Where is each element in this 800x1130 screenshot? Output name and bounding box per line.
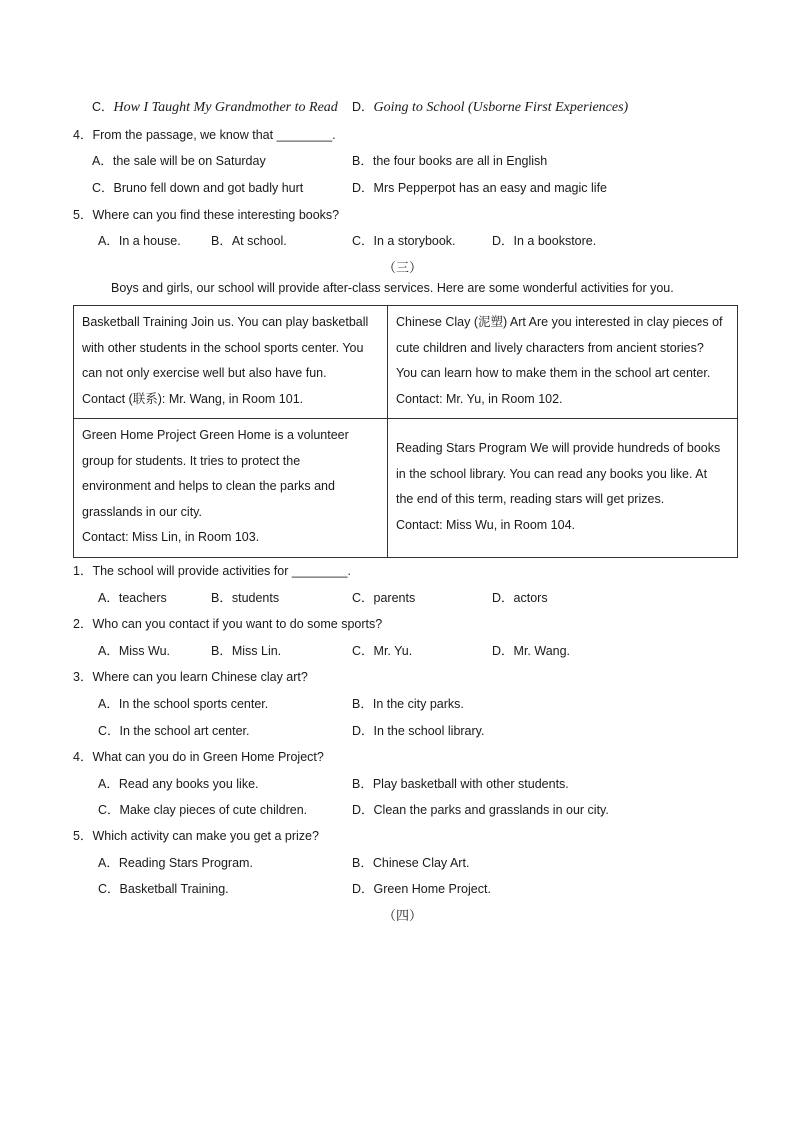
option-text: Going to School (Usborne First Experiences) <box>373 100 629 115</box>
option-a: A．teachers <box>98 591 167 605</box>
option-d: D．Clean the parks and grasslands in our city. <box>352 803 609 817</box>
option-a: A．In the school sports center. <box>98 697 269 711</box>
option-a: A．Miss Wu. <box>98 644 171 658</box>
q3-option-c <box>92 97 338 116</box>
option-c: C．Bruno fell down and got badly hurt <box>92 181 304 195</box>
option-d: D．In a bookstore. <box>492 234 597 248</box>
option-c: C．Make clay pieces of cute children. <box>98 803 308 817</box>
question-stem: 2．Who can you contact if you want to do some sports? <box>73 617 383 631</box>
option-c: C．Basketball Training. <box>98 882 229 896</box>
option-d: D．Mrs Pepperpot has an easy and magic life <box>352 181 607 195</box>
cell-basketball-training: Basketball Training Join us. You can play basketball with other students in the school sports center. You can not only exercise well but also have fun. Contact (联系): Mr. Wang, in Room 101. <box>74 306 388 419</box>
option-text: How I Taught My Grandmother to Read <box>113 100 338 115</box>
question-stem <box>73 125 336 143</box>
option-b: B．In the city parks. <box>352 697 464 711</box>
option-b: B．the four books are all in English <box>352 154 548 168</box>
section-heading: （四） <box>383 908 423 923</box>
question-stem: 5．Which activity can make you get a prize? <box>73 829 319 843</box>
option-c: C．In a storybook. <box>352 234 456 248</box>
question-text: From the passage, we know that ________. <box>92 128 336 142</box>
option-letter: C． <box>92 100 114 114</box>
option-c: C．Mr. Yu. <box>352 644 413 658</box>
question-number: 5． <box>73 208 93 222</box>
question-number: 4． <box>73 128 93 142</box>
option-c: C．parents <box>352 591 416 605</box>
option-b: B．Chinese Clay Art. <box>352 856 470 870</box>
question-text: Where can you find these interesting books? <box>92 208 340 222</box>
option-b: B．Play basketball with other students. <box>352 777 569 791</box>
option-a: A．Read any books you like. <box>98 777 259 791</box>
option-d: D．Green Home Project. <box>352 882 491 896</box>
cell-green-home-project: Green Home Project Green Home is a volunteer group for students. It tries to protect the environment and helps to clean the parks and grasslands in our city. Contact: Miss Lin, in Room 103. <box>74 419 388 558</box>
option-d: D．In the school library. <box>352 724 485 738</box>
question-stem: 3．Where can you learn Chinese clay art? <box>73 670 308 684</box>
option-letter: D． <box>352 100 374 114</box>
table-row <box>74 419 738 558</box>
activities-table <box>73 305 738 558</box>
option-a: A．the sale will be on Saturday <box>92 154 266 168</box>
question-stem: 4．What can you do in Green Home Project? <box>73 750 324 764</box>
cell-chinese-clay-art: Chinese Clay (泥塑) Art Are you interested in clay pieces of cute children and lively characters from ancient stories? You can learn how to make them in the school art center. Contact: Mr. Yu, in Room 102. <box>388 306 738 419</box>
option-d: D．actors <box>492 591 548 605</box>
option-a: A．Reading Stars Program. <box>98 856 253 870</box>
table-row <box>74 306 738 419</box>
section-heading: （三） <box>383 260 423 275</box>
q3-option-d <box>352 97 628 116</box>
option-b: B．Miss Lin. <box>211 644 282 658</box>
option-d: D．Mr. Wang. <box>492 644 571 658</box>
section-intro: Boys and girls, our school will provide after-class services. Here are some wonderful activities for you. <box>111 281 674 295</box>
option-a: A．In a house. <box>98 234 181 248</box>
option-b: B．At school. <box>211 234 287 248</box>
option-c: C．In the school art center. <box>98 724 250 738</box>
question-stem <box>73 205 339 223</box>
question-stem: 1．The school will provide activities for ________. <box>73 564 351 578</box>
cell-reading-stars-program: Reading Stars Program We will provide hundreds of books in the school library. You can read any books you like. At the end of this term, reading stars will get prizes. Contact: Miss Wu, in Room 104. <box>388 419 738 558</box>
option-b: B．students <box>211 591 280 605</box>
